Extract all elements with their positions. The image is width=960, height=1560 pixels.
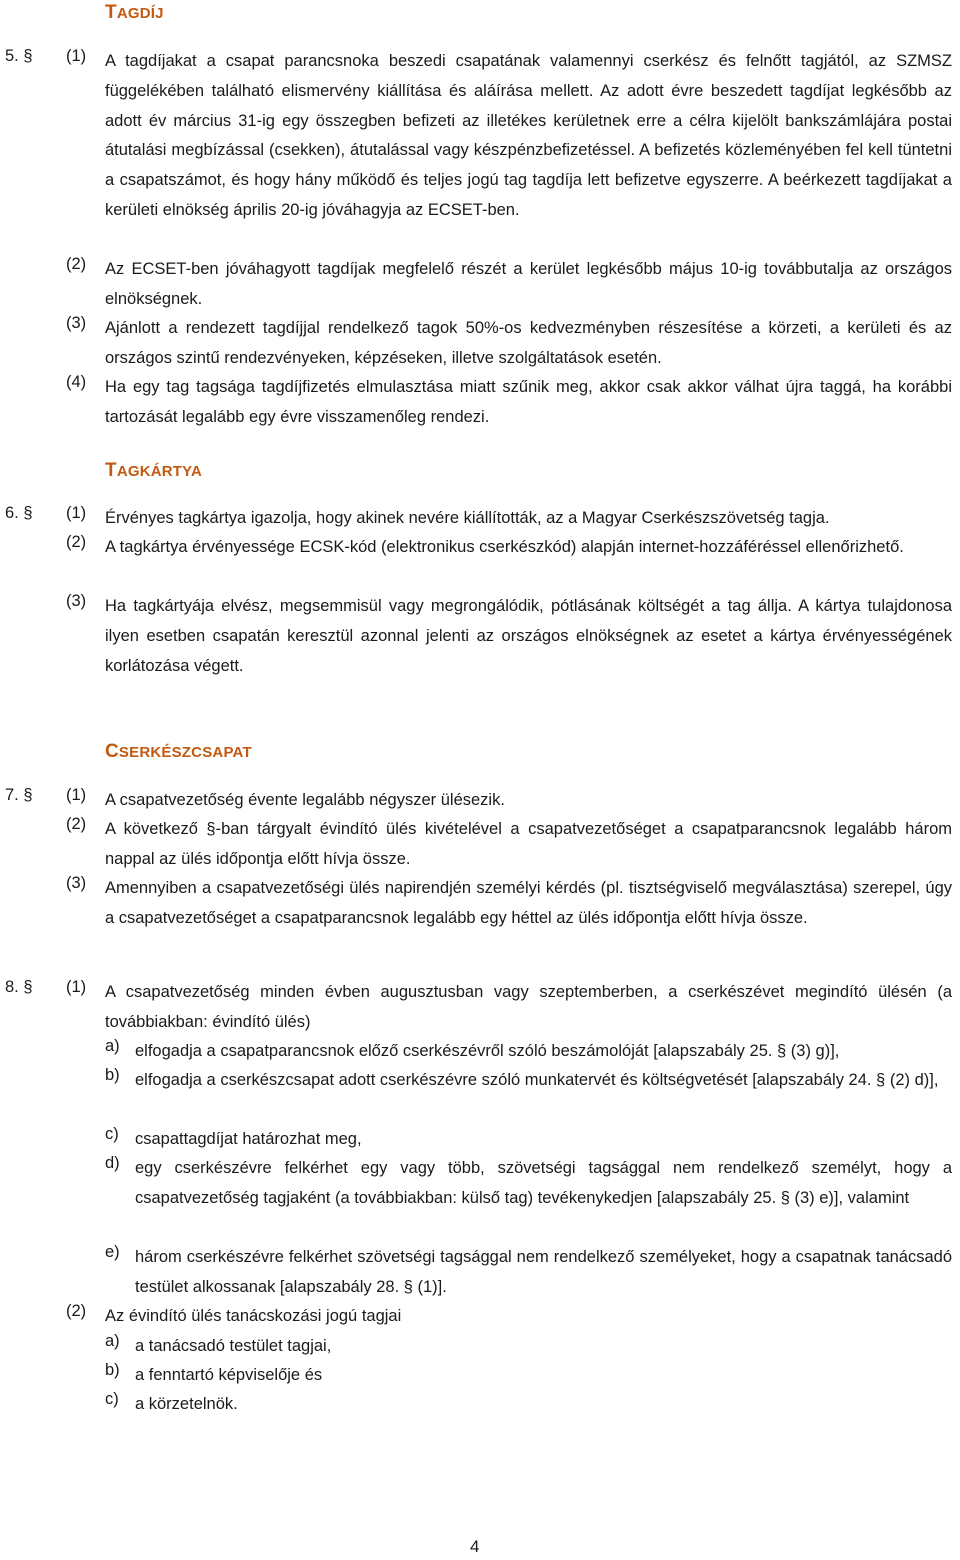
section-number-8: 8. § bbox=[5, 978, 33, 996]
paragraph-number: (1) bbox=[66, 978, 87, 996]
paragraph-text: A csapatvezetőség évente legalább négyszer ülésezik. bbox=[105, 791, 505, 809]
paragraph-number: (1) bbox=[66, 504, 87, 522]
section-heading-tagkartya: TAGKÁRTYA bbox=[105, 460, 203, 481]
list-item-text: a fenntartó képviselője és bbox=[135, 1366, 323, 1384]
list-item-letter: a) bbox=[105, 1037, 120, 1055]
list-item-letter: c) bbox=[105, 1125, 119, 1143]
list-item-text: a körzetelnök. bbox=[135, 1395, 238, 1413]
page-number: 4 bbox=[470, 1537, 480, 1556]
paragraph-text: Az ECSET-ben jóváhagyott tagdíjak megfelelő részét a kerület legkésőbb május 10-ig továbbutalja az országos elnökségnek. bbox=[105, 260, 952, 308]
paragraph-number: (2) bbox=[66, 255, 87, 273]
paragraph-number: (3) bbox=[66, 314, 87, 332]
paragraph-text: Ha egy tag tagsága tagdíjfizetés elmulasztása miatt szűnik meg, akkor csak akkor válhat újra taggá, ha korábbi tartozását legalább egy évre visszamenőleg rendezi. bbox=[105, 378, 952, 426]
list-item-text: elfogadja a csapatparancsnok előző cserkészévről szóló beszámolóját [alapszabály 25. § (3) g)], bbox=[135, 1042, 840, 1060]
list-item-letter: e) bbox=[105, 1243, 120, 1261]
paragraph-text: A tagkártya érvényessége ECSK-kód (elektronikus cserkészkód) alapján internet-hozzáféréssel ellenőrizhető. bbox=[105, 538, 904, 556]
list-item-text: elfogadja a cserkészcsapat adott cserkészévre szóló munkatervét és költségvetését [alapszabály 24. § (2) d)], bbox=[135, 1071, 939, 1089]
list-item-letter: c) bbox=[105, 1390, 119, 1408]
paragraph-text: Érvényes tagkártya igazolja, hogy akinek nevére kiállították, az a Magyar Cserkészszövetség tagja. bbox=[105, 509, 830, 527]
list-item-text: három cserkészévre felkérhet szövetségi tagsággal nem rendelkező személyeket, hogy a csapatnak tanácsadó testület alkossanak [alapszabály 28. § (1)]. bbox=[135, 1248, 952, 1296]
paragraph-text: A következő §-ban tárgyalt évindító ülés kivételével a csapatvezetőséget a csapatparancsnok legalább három nappal az ülés időpontja előtt hívja össze. bbox=[105, 820, 952, 868]
list-item-letter: b) bbox=[105, 1066, 120, 1084]
list-item-letter: d) bbox=[105, 1154, 120, 1172]
paragraph-number: (3) bbox=[66, 874, 87, 892]
section-number-7: 7. § bbox=[5, 786, 33, 804]
paragraph-number: (1) bbox=[66, 786, 87, 804]
paragraph-text: Amennyiben a csapatvezetőségi ülés napirendjén személyi kérdés (pl. tisztségviselő megválasztása) szerepel, úgy a csapatvezetőséget a csapatparancsnok legalább egy héttel az ülés időpontja előtt hívja össze. bbox=[105, 879, 952, 927]
paragraph-text: A csapatvezetőség minden évben augusztusban vagy szeptemberben, a cserkészévet megindító ülésén (a továbbiakban: évindító ülés) bbox=[105, 983, 952, 1031]
section-heading-cserkeszcsapat: CSERKÉSZCSAPAT bbox=[105, 741, 252, 762]
paragraph-number: (2) bbox=[66, 533, 87, 551]
list-item-text: csapattagdíjat határozhat meg, bbox=[135, 1130, 362, 1148]
paragraph-number: (1) bbox=[66, 47, 87, 65]
paragraph-number: (2) bbox=[66, 1302, 87, 1320]
paragraph-text: Ajánlott a rendezett tagdíjjal rendelkező tagok 50%-os kedvezményben részesítése a körzeti, a kerületi és az országos szintű rendezvényeken, képzéseken, illetve szolgáltatások esetén. bbox=[105, 319, 952, 367]
paragraph-number: (2) bbox=[66, 815, 87, 833]
section-number-5: 5. § bbox=[5, 47, 33, 65]
list-item-text: egy cserkészévre felkérhet egy vagy több, szövetségi tagsággal nem rendelkező személyt, hogy a csapatvezetőség tagjaként (a továbbiakban: külső tag) tevékenykedjen [alapszabály 25. § (3) e)], valamint bbox=[135, 1159, 952, 1207]
paragraph-text: A tagdíjakat a csapat parancsnoka beszedi csapatának valamennyi cserkész és felnőtt tagjától, az SZMSZ függelékében található elismervény kiállítása és aláírása mellett. Az adott évre beszedett tagdíjat legkésőbb az adott év március 31-ig egy összegben befizeti az illetékes kerületnek erre a célra kijelölt bankszámlájára postai átutalási megbízással (csekken), átutalással vagy készpénzbefizetéssel. A befizetés közleményében fel kell tüntetni a csapatszámot, és hogy hány működő és teljes jogú tag tagdíja lett befizetve egyszerre. A beérkezett tagdíjakat a kerületi elnökség április 20-ig jóváhagyja az ECSET-ben. bbox=[105, 52, 952, 219]
paragraph-number: (4) bbox=[66, 373, 87, 391]
list-item-text: a tanácsadó testület tagjai, bbox=[135, 1337, 332, 1355]
paragraph-text: Ha tagkártyája elvész, megsemmisül vagy megrongálódik, pótlásának költségét a tag állja. A kártya tulajdonosa ilyen esetben csapatán keresztül azonnal jelenti az országos elnökségnek az esetet a kártya érvényességének korlátozása végett. bbox=[105, 597, 952, 675]
section-heading-tagdij: TAGDÍJ bbox=[105, 2, 164, 23]
list-item-letter: a) bbox=[105, 1332, 120, 1350]
section-number-6: 6. § bbox=[5, 504, 33, 522]
list-item-letter: b) bbox=[105, 1361, 120, 1379]
paragraph-text: Az évindító ülés tanácskozási jogú tagjai bbox=[105, 1307, 402, 1325]
paragraph-number: (3) bbox=[66, 592, 87, 610]
